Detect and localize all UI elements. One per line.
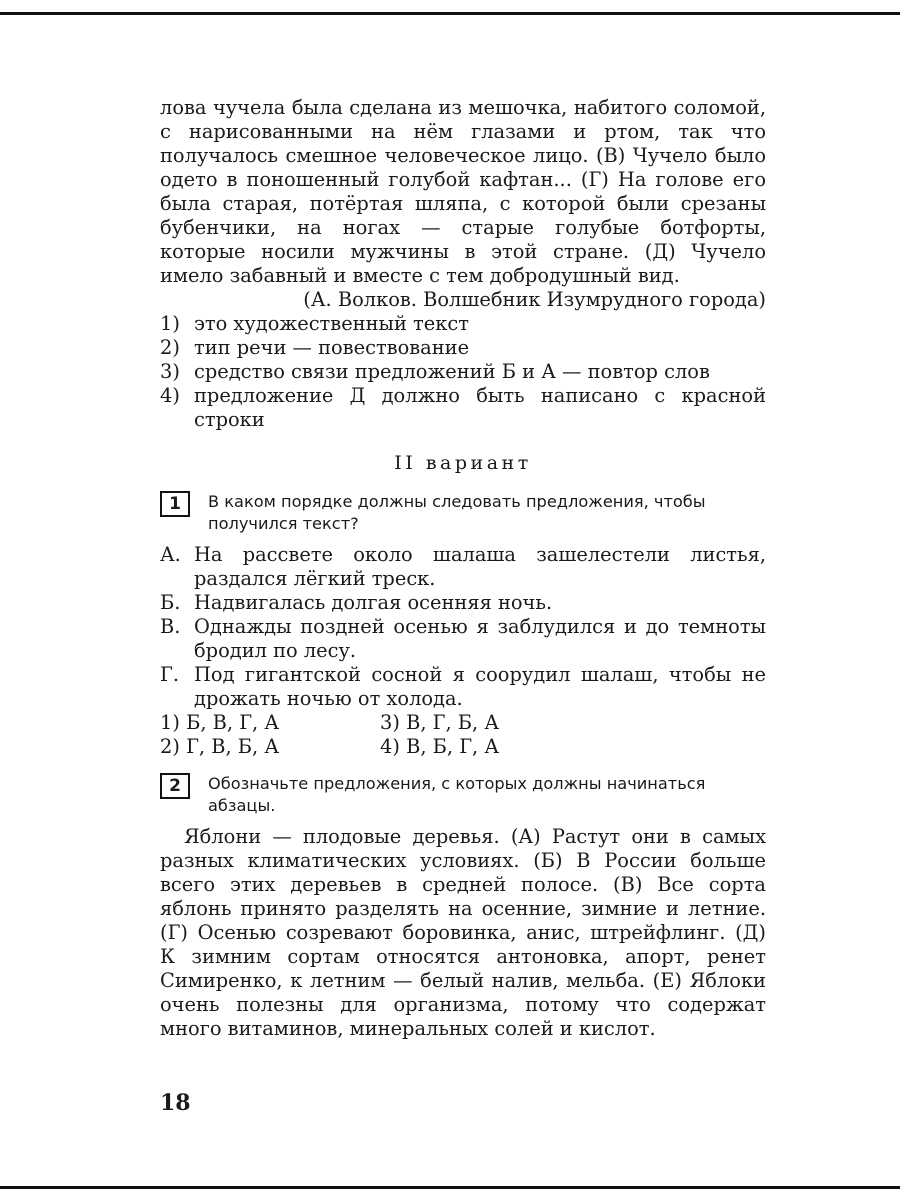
statement-list (160, 312, 766, 432)
answer-option: 4) В, Б, Г, А (380, 735, 500, 758)
statement-number: 2) (160, 336, 180, 359)
task-1-sentences (160, 543, 766, 711)
statement-text: это художественный текст (194, 312, 469, 335)
task-1-header (160, 491, 766, 535)
task-2-header (160, 773, 766, 817)
sentence-item (160, 543, 766, 591)
bottom-rule (0, 1186, 900, 1189)
task-1-question: В каком порядке должны следовать предложения, чтобы получился текст? (208, 492, 706, 533)
answer-option: 3) В, Г, Б, А (380, 711, 500, 734)
top-rule (0, 12, 900, 15)
sentence-letter: В. (160, 615, 181, 638)
sentence-text: Однажды поздней осенью я заблудился и до темноты бродил по лесу. (194, 615, 766, 662)
source-citation: (А. Волков. Волшебник Изумрудного города) (303, 288, 766, 311)
page-number: 18 (160, 1090, 191, 1116)
statement-item (160, 360, 766, 384)
sentence-text: Надвигалась долгая осенняя ночь. (194, 591, 553, 614)
answer-option: 1) Б, В, Г, А (160, 711, 280, 734)
statement-text: средство связи предложений Б и А — повтор слов (194, 360, 710, 383)
answer-option: 2) Г, В, Б, А (160, 735, 280, 758)
sentence-letter: Б. (160, 591, 181, 614)
task-number-box: 1 (160, 491, 190, 517)
sentence-letter: А. (160, 543, 181, 566)
task-2-text: Яблони — плодовые деревья. (А) Растут они в самых разных климатических условиях. (Б) В России больше всего этих деревьев в средней полосе. (В) Все сорта яблонь принято разделять на осенние, зимние и летние. (Г) Осенью созревают боровинка, анис, штрейфлинг. (Д) К зимним сортам относятся антоновка, апорт, ренет Симиренко, к летним — белый налив, мельба. (Е) Яблоки очень полезны для организма, потому что содержат много витаминов, минеральных солей и кислот. (160, 825, 766, 1040)
intro-text: лова чучела была сделана из мешочка, набитого соломой, с нарисованными на нём глазами и ртом, так что получалось смешное человеческое лицо. (В) Чучело было одето в поношенный голубой кафтан... (Г) На голове его была старая, потёртая шляпа, с которой были срезаны бубенчики, на ногах — старые голубые ботфорты, которые носили мужчины в этой стране. (Д) Чучело имело забавный и вместе с тем добродушный вид. (160, 96, 766, 287)
sentence-text: Под гигантской сосной я соорудил шалаш, чтобы не дрожать ночью от холода. (194, 663, 766, 710)
page-content (160, 96, 766, 1041)
statement-number: 1) (160, 312, 180, 335)
variant-heading: II вариант (394, 452, 532, 474)
sentence-item (160, 663, 766, 711)
statement-text: предложение Д должно быть написано с красной строки (194, 384, 766, 431)
task-1-answers (160, 711, 766, 759)
sentence-letter: Г. (160, 663, 180, 686)
sentence-text: На рассвете около шалаша зашелестели листья, раздался лёгкий треск. (194, 543, 766, 590)
statement-item (160, 384, 766, 432)
statement-number: 4) (160, 384, 180, 407)
task-2-question: Обозначьте предложения, с которых должны начинаться абзацы. (208, 774, 706, 815)
sentence-item (160, 615, 766, 663)
task-number-box: 2 (160, 773, 190, 799)
statement-text: тип речи — повествование (194, 336, 470, 359)
statement-number: 3) (160, 360, 180, 383)
statement-item (160, 336, 766, 360)
sentence-item (160, 591, 766, 615)
statement-item (160, 312, 766, 336)
